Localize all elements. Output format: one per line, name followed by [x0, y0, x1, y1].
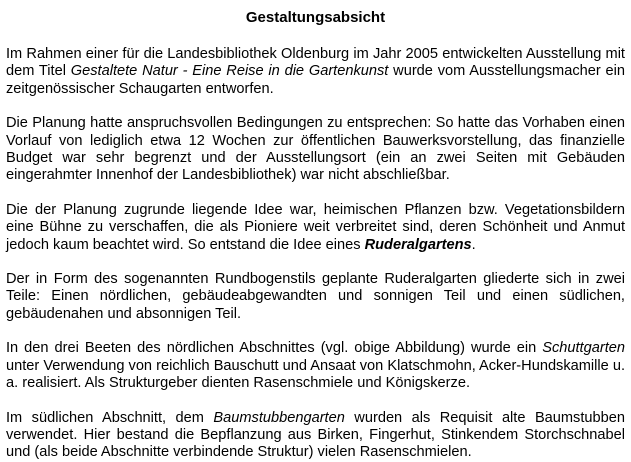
text-segment: Im Rahmen einer für die Landesbibliothek Oldenburg im Jahr 2005 entwickelten Ausstellung mit dem Titel — [6, 46, 625, 80]
text-segment: Die Planung hatte anspruchsvollen Bedingungen zu entsprechen: So hatte das Vorhaben einen Vorlauf von lediglich etwa 12 Wochen zur öffentlichen Bauwerksvorstellung, das finanzielle Budget war sehr begrenzt und der Ausstellungsort (ein an zwei Seiten mit Gebäuden eingerahmter Innenhof der Landesbibliothek) war nicht abschließbar. — [6, 115, 625, 184]
paragraph — [6, 115, 625, 185]
ruderalgarten-term: Ruderalgartens — [364, 236, 472, 253]
schuttgarten-term: Schuttgarten — [542, 340, 625, 357]
paragraph — [6, 271, 625, 323]
text-segment: wurde vom Ausstellungsmacher ein zeitgenössischer Schaugarten entworfen. — [6, 63, 625, 97]
text-segment: wurden als Requisit alte Baumstubben verwendet. Hier bestand die Bepflanzung aus Birken, Fingerhut, Stinkendem Storchschnabel und (als beide Abschnitte verbindende Struktur) vielen Rasenschmielen. — [6, 409, 625, 461]
paragraph — [6, 410, 625, 462]
text-segment: . — [471, 236, 476, 253]
text-segment: Im südlichen Abschnitt, dem — [6, 409, 214, 426]
document-page — [6, 9, 625, 462]
exhibition-title: Gestaltete Natur - Eine Reise in die Gartenkunst — [70, 63, 389, 80]
baumstubbengarten-term: Baumstubbengarten — [213, 409, 345, 426]
text-segment: In den drei Beeten des nördlichen Abschnittes (vgl. obige Abbildung) wurde ein — [6, 340, 543, 357]
paragraph — [6, 340, 625, 392]
paragraph — [6, 202, 625, 254]
text-segment: unter Verwendung von reichlich Bauschutt und Ansaat von Klatschmohn, Acker-Hundskamille u. a. realisiert. Als Strukturgeber dienten Rasenschmiele und Königskerze. — [6, 357, 625, 392]
paragraph — [6, 46, 625, 98]
text-segment: Der in Form des sogenannten Rundbogenstils geplante Ruderalgarten gliederte sich in zwei Teile: Einen nördlichen, gebäudeabgewandten und sonnigen Teil und einen südlichen, gebäudenahen und absonnigen Teil. — [6, 271, 625, 322]
text-segment: Die der Planung zugrunde liegende Idee war, heimischen Pflanzen bzw. Vegetationsbildern eine Bühne zu verschaffen, die als Pioniere weit verbreitet sind, deren Schönheit und Anmut jedoch kaum beachtet wird. So entstand die Idee eines — [6, 201, 625, 253]
document-title: Gestaltungsabsicht — [245, 9, 386, 26]
